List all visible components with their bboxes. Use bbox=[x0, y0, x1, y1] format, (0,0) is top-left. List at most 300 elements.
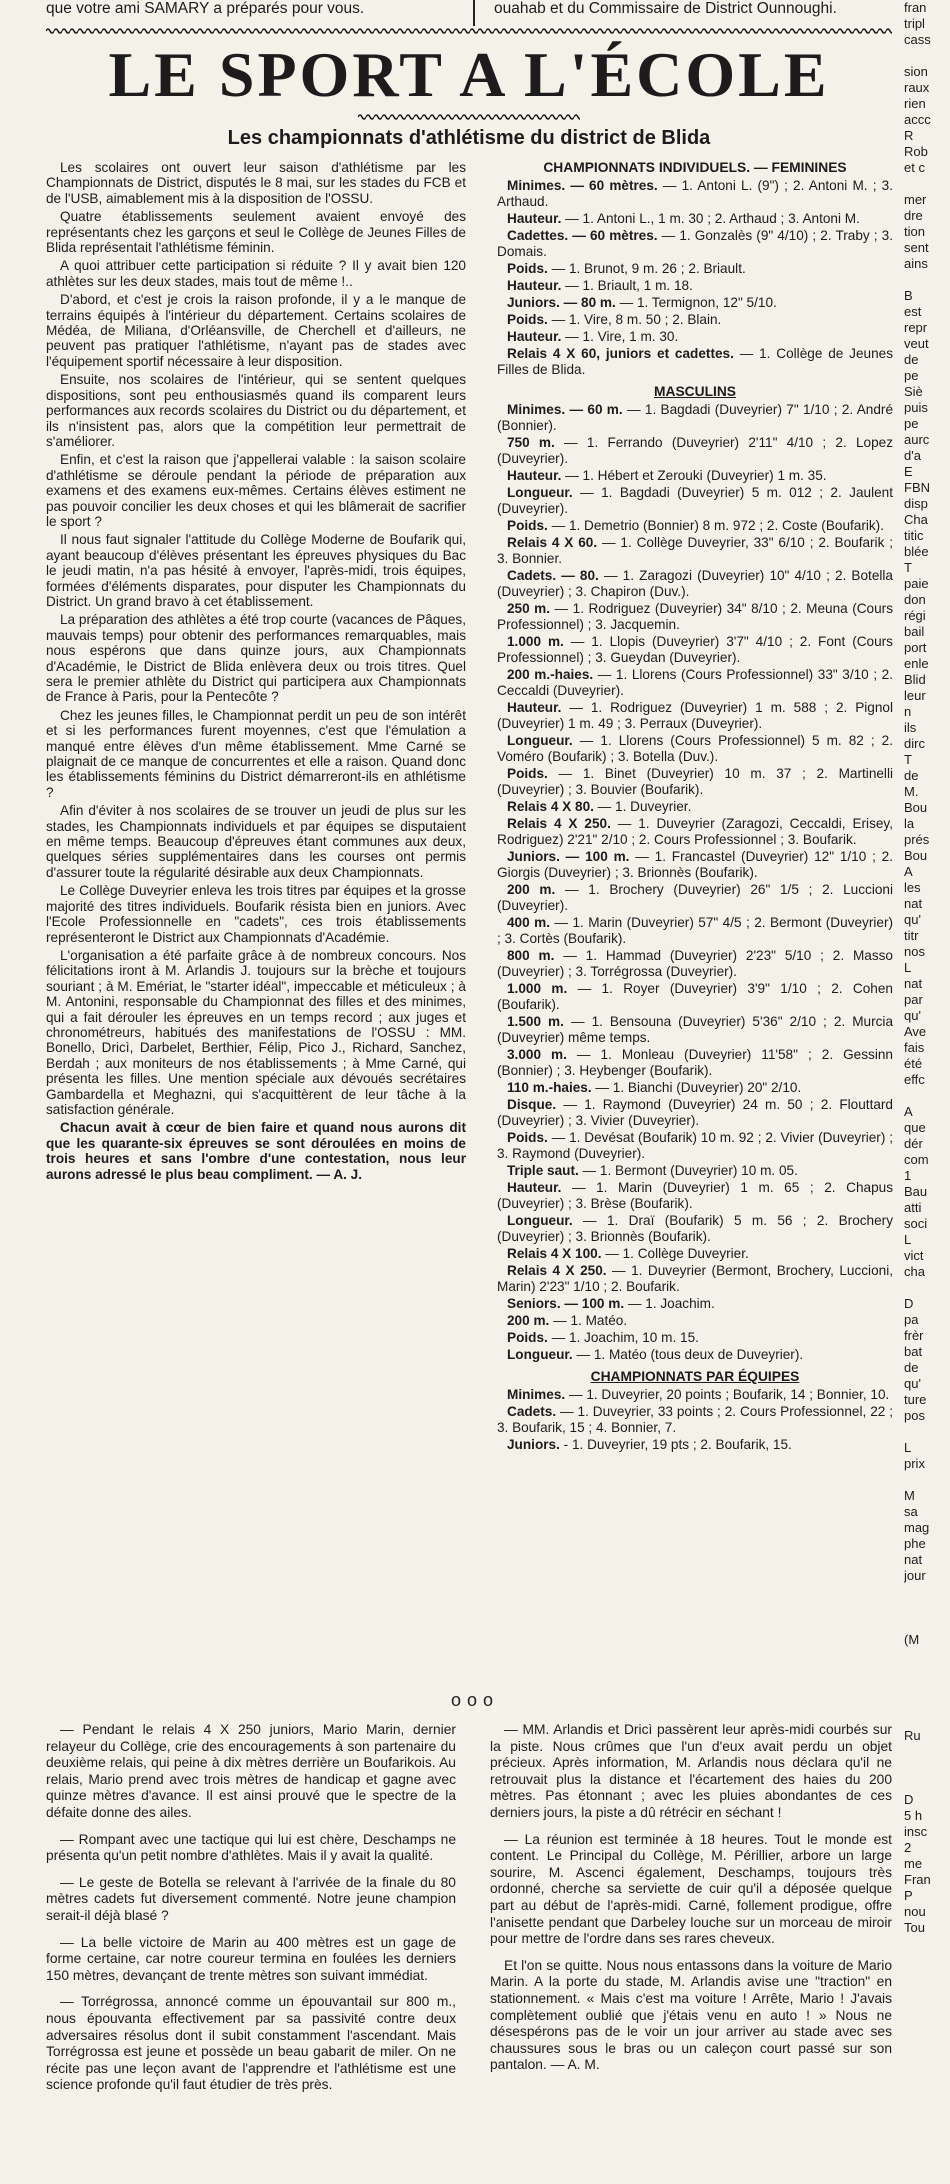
event-result: — 1. Matéo (tous deux de Duveyrier). bbox=[572, 1347, 804, 1362]
result-line bbox=[497, 278, 893, 294]
margin-fragment bbox=[904, 1616, 950, 1632]
margin-fragment: repr bbox=[904, 320, 928, 335]
event-result: — 1. Bensouna (Duveyrier) 5'36" 2/10 ; 2. Murcia (Duveyrier) même temps. bbox=[497, 1014, 893, 1045]
event-name: Longueur. bbox=[507, 485, 573, 500]
margin-fragment: jour bbox=[904, 1568, 926, 1583]
event-name: Poids. bbox=[507, 261, 548, 276]
margin-fragment: B bbox=[904, 288, 913, 303]
subheadline: Les championnats d'athlétisme du district de Blida bbox=[227, 127, 711, 149]
margin-fragment: phe bbox=[904, 1536, 926, 1551]
event-result: — 1. Vire, 1 m. 30. bbox=[561, 329, 679, 344]
margin-fragment: 2 bbox=[904, 1840, 912, 1855]
article-paragraph: Enfin, et c'est la raison que j'appellerai valable : la saison scolaire d'athlétisme se déroule pendant la période de préparation aux examens et des examens eux-mêmes. Certains élèves estiment ne pas pouvoir concilier les deux choses et qui les blâmerait de sacrifier le sport ? bbox=[46, 452, 466, 529]
margin-fragment: atti bbox=[904, 1200, 922, 1215]
results-column bbox=[497, 160, 893, 1454]
margin-fragment: d'a bbox=[904, 448, 921, 463]
result-line bbox=[497, 485, 893, 517]
event-name: Poids. bbox=[507, 1130, 548, 1145]
event-name: 400 m. bbox=[507, 915, 550, 930]
event-result: — 1. Antoni L. (9") ; 2. Antoni M. ; 3. Arthaud. bbox=[497, 178, 893, 209]
event-name: Relais 4 X 60. bbox=[507, 535, 598, 550]
result-line bbox=[497, 568, 893, 600]
result-line bbox=[497, 1296, 893, 1312]
margin-fragment bbox=[904, 1600, 950, 1616]
margin-fragment: de bbox=[904, 1360, 919, 1375]
result-line bbox=[497, 1387, 893, 1403]
margin-fragment: Bou bbox=[904, 800, 928, 815]
result-line bbox=[497, 468, 893, 484]
result-line bbox=[497, 667, 893, 699]
event-result: — 1. Royer (Duveyrier) 3'9" 1/10 ; 2. Cohen (Boufarik). bbox=[497, 981, 893, 1012]
result-line bbox=[497, 1404, 893, 1436]
event-name: 110 m.-haies. bbox=[507, 1080, 592, 1095]
event-name: Hauteur. bbox=[507, 211, 562, 226]
margin-fragment: qu' bbox=[904, 912, 921, 927]
margin-fragment: Rob bbox=[904, 144, 928, 159]
event-name: Poids. bbox=[507, 312, 548, 327]
result-line bbox=[497, 1014, 893, 1046]
column-divider bbox=[473, 0, 475, 26]
event-name: 200 m.-haies. bbox=[507, 667, 594, 682]
result-line bbox=[497, 228, 893, 260]
margin-fragment: pe bbox=[904, 368, 919, 383]
margin-fragment: prix bbox=[904, 1456, 925, 1471]
event-name: Juniors. — 80 m. bbox=[507, 295, 616, 310]
event-name: Cadettes. — 60 mètres. bbox=[507, 228, 658, 243]
margin-fragment: dér bbox=[904, 1136, 923, 1151]
event-name: 200 m. bbox=[507, 882, 556, 897]
margin-fragment: nat bbox=[904, 1552, 923, 1567]
margin-fragment: de bbox=[904, 352, 919, 367]
margin-fragment: par bbox=[904, 992, 923, 1007]
article-paragraph: Le Collège Duveyrier enleva les trois titres par équipes et la grosse majorité des titres individuels. Boufarik résista bien en juniors. Avec l'Ecole Professionnelle en "cadets", ces trois établissements représenteront le District aux Championnats d'Académie. bbox=[46, 883, 466, 945]
event-result: — 1. Matéo. bbox=[549, 1313, 628, 1328]
margin-fragment: les bbox=[904, 880, 921, 895]
margin-fragment bbox=[904, 1648, 950, 1664]
result-line bbox=[497, 1180, 893, 1212]
article-paragraph: Il nous faut signaler l'attitude du Collège Moderne de Boufarik qui, ayant beaucoup d'élèves présentant les épreuves physiques du Bac le jeudi matin, n'a pas hésité à envoyer, l'après-midi, trois équipes, formées d'éléments disparates, pour disputer les Championnats du District. Un grand bravo à cet établissement. bbox=[46, 532, 466, 609]
result-line bbox=[497, 1246, 893, 1262]
event-name: Poids. bbox=[507, 1330, 548, 1345]
anecdote-paragraph: — Le geste de Botella se relevant à l'arrivée de la finale du 80 mètres cadets fut diversement commenté. Notre jeune champion serait-il déjà blasé ? bbox=[46, 1874, 456, 1923]
margin-fragment bbox=[904, 1712, 950, 1728]
result-line bbox=[497, 1047, 893, 1079]
event-name: Seniors. — 100 m. bbox=[507, 1296, 625, 1311]
event-name: 250 m. bbox=[507, 601, 551, 616]
margin-fragment: bail bbox=[904, 624, 925, 639]
result-line bbox=[497, 700, 893, 732]
event-result: — 1. Antoni L., 1 m. 30 ; 2. Arthaud ; 3. Antoni M. bbox=[561, 211, 860, 226]
result-line bbox=[497, 1347, 893, 1363]
margin-fragment bbox=[904, 48, 950, 64]
anecdotes-left bbox=[46, 1722, 456, 2104]
margin-fragment bbox=[904, 1088, 950, 1104]
event-name: Hauteur. bbox=[507, 1180, 562, 1195]
article-paragraph: Quatre établissements seulement avaient envoyé des représentants chez les garçons et seul le Collège de Jeunes Filles de Blida représentait l'athlétisme féminin. bbox=[46, 209, 466, 256]
event-name: Minimes. — 60 m. bbox=[507, 402, 623, 417]
result-line bbox=[497, 948, 893, 980]
top-right-column bbox=[494, 0, 894, 18]
event-result: — 1. Duveyrier, 20 points ; Boufarik, 14 ; Bonnier, 10. bbox=[565, 1387, 890, 1402]
margin-fragment: paie bbox=[904, 576, 929, 591]
wavy-rule bbox=[46, 26, 892, 36]
result-line bbox=[497, 634, 893, 666]
masculins-results bbox=[497, 402, 893, 1363]
margin-fragment: est bbox=[904, 304, 922, 319]
margin-fragment: mag bbox=[904, 1520, 930, 1535]
result-line bbox=[497, 402, 893, 434]
margin-fragment bbox=[904, 1472, 950, 1488]
article-paragraph: A quoi attribuer cette participation si réduite ? Il y avait bien 120 athlètes sur les deux stades, mais tout de même !.. bbox=[46, 258, 466, 289]
margin-fragment: A bbox=[904, 1104, 913, 1119]
event-result: — 1. Duveyrier (Bermont, Brochery, Luccioni, Marin) 2'23" 1/10 ; 2. Boufarik. bbox=[497, 1263, 893, 1294]
event-name: 1.000 m. bbox=[507, 634, 564, 649]
margin-fragment: rien bbox=[904, 96, 926, 111]
masculins-heading: MASCULINS bbox=[653, 384, 736, 399]
margin-fragment bbox=[904, 1584, 950, 1600]
event-result: — 1. Francastel (Duveyrier) 12" 1/10 ; 2. Giorgis (Duveyrier) ; 3. Brionnès (Boufarik). bbox=[497, 849, 894, 880]
result-line bbox=[497, 295, 893, 311]
top-left-text: que votre ami SAMARY a préparés pour vous. bbox=[46, 0, 365, 17]
margin-fragment: port bbox=[904, 640, 927, 655]
margin-fragment: bat bbox=[904, 1344, 923, 1359]
margin-fragment: Blid bbox=[904, 672, 926, 687]
article-paragraph: Chacun avait à cœur de bien faire et quand nous aurons dit que les quarante-six épreuves se sont déroulées en moins de trois heures et sans l'ombre d'une contestation, nous leur aurons adressé le plus beau compliment. — A. J. bbox=[46, 1120, 466, 1182]
event-result: — 1. Raymond (Duveyrier) 24 m. 50 ; 2. Flouttard (Duveyrier) ; 3. Vivier (Duveyrier). bbox=[497, 1097, 893, 1128]
margin-fragment: que bbox=[904, 1120, 926, 1135]
result-line bbox=[497, 816, 893, 848]
event-name: Poids. bbox=[507, 518, 548, 533]
margin-fragment: accc bbox=[904, 112, 931, 127]
margin-fragment: Siè bbox=[904, 384, 923, 399]
margin-fragment: soci bbox=[904, 1216, 928, 1231]
result-line bbox=[497, 312, 893, 328]
margin-fragment: fran bbox=[904, 0, 927, 15]
event-result: — 1. Bermont (Duveyrier) 10 m. 05. bbox=[578, 1163, 798, 1178]
result-line bbox=[497, 1263, 893, 1295]
event-result: — 1. Hébert et Zerouki (Duveyrier) 1 m. 35. bbox=[561, 468, 827, 483]
event-name: Minimes. — 60 mètres. bbox=[507, 178, 658, 193]
margin-fragment: pos bbox=[904, 1408, 925, 1423]
event-name: Relais 4 X 100. bbox=[507, 1246, 602, 1261]
event-result: — 1. Llorens (Cours Professionnel) 5 m. 82 ; 2. Voméro (Boufarik) ; 3. Botella (Duv.). bbox=[497, 733, 893, 764]
margin-fragment: pa bbox=[904, 1312, 919, 1327]
event-name: Relais 4 X 250. bbox=[507, 1263, 607, 1278]
event-result: — 1. Llorens (Cours Professionnel) 33" 3/10 ; 2. Ceccaldi (Duveyrier). bbox=[497, 667, 893, 698]
margin-fragment: Ave bbox=[904, 1024, 927, 1039]
equipes-results bbox=[497, 1387, 893, 1453]
margin-fragment bbox=[904, 1680, 950, 1696]
event-name: 1.500 m. bbox=[507, 1014, 564, 1029]
event-result: — 1. Joachim. bbox=[624, 1296, 715, 1311]
result-line bbox=[497, 1213, 893, 1245]
margin-fragment: nat bbox=[904, 896, 923, 911]
result-line bbox=[497, 1097, 893, 1129]
event-result: — 1. Vire, 8 m. 50 ; 2. Blain. bbox=[547, 312, 722, 327]
margin-fragment bbox=[904, 1664, 950, 1680]
margin-fragment: régi bbox=[904, 608, 926, 623]
event-name: Juniors. — 100 m. bbox=[507, 849, 630, 864]
event-result: — 1. Brunot, 9 m. 26 ; 2. Briault. bbox=[547, 261, 746, 276]
margin-fragment: Cha bbox=[904, 512, 928, 527]
event-result: — 1. Rodriguez (Duveyrier) 1 m. 588 ; 2. Pignol (Duveyrier) 1 m. 49 ; 3. Perraux (Duveyrier). bbox=[497, 700, 893, 731]
margin-fragment bbox=[904, 1776, 950, 1792]
margin-fragment: la bbox=[904, 816, 915, 831]
result-line bbox=[497, 1163, 893, 1179]
margin-fragment: titr bbox=[904, 928, 919, 943]
equipes-heading: CHAMPIONNATS PAR ÉQUIPES bbox=[590, 1369, 800, 1384]
margin-fragment: insc bbox=[904, 1824, 928, 1839]
result-line bbox=[497, 535, 893, 567]
margin-fragment: D bbox=[904, 1792, 914, 1807]
anecdote-paragraph: — Torrégrossa, annoncé comme un épouvantail sur 800 m., nous épouvanta effectivement par sa passivité contre deux adversaires résolus dont il subit constamment l'ascendant. Mais Torrégrossa est jeune et possède un beau gabarit de miler. On ne récite pas une leçon avant de l'apprendre et l'athlétisme est une science profonde qu'il faut étudier de très près. bbox=[46, 1994, 456, 2093]
margin-fragment: leur bbox=[904, 688, 926, 703]
event-name: Disque. bbox=[507, 1097, 557, 1112]
event-result: — 1. Briault, 1 m. 18. bbox=[561, 278, 693, 293]
event-result: — 1. Duveyrier (Zaragozi, Ceccaldi, Erisey, Rodriguez) 2'21" 2/10 ; 2. Cours Professionnel ; 3. Boufarik. bbox=[497, 816, 893, 847]
margin-fragment: Bou bbox=[904, 848, 928, 863]
margin-fragment: M. bbox=[904, 784, 919, 799]
margin-fragment: fais bbox=[904, 1040, 925, 1055]
result-line bbox=[497, 1437, 893, 1453]
margin-fragment: Tou bbox=[904, 1920, 925, 1935]
result-line bbox=[497, 766, 893, 798]
result-line bbox=[497, 882, 893, 914]
section-separator: ooo bbox=[450, 1690, 500, 1710]
anecdotes-right bbox=[490, 1722, 892, 2084]
margin-fragment: FBN bbox=[904, 480, 930, 495]
result-line bbox=[497, 733, 893, 765]
margin-fragment: effc bbox=[904, 1072, 925, 1087]
margin-fragment: vict bbox=[904, 1248, 924, 1263]
event-result: — 1. Rodriguez (Duveyrier) 34" 8/10 ; 2. Meuna (Cours Professionnel) ; 3. Jacquemin. bbox=[497, 601, 893, 632]
margin-fragment: Ru bbox=[904, 1728, 921, 1743]
event-result: — 1. Binet (Duveyrier) 10 m. 37 ; 2. Martinelli (Duveyrier) ; 3. Bouvier (Boufarik). bbox=[497, 766, 893, 797]
event-result: — 1. Joachim, 10 m. 15. bbox=[547, 1330, 699, 1345]
event-name: 1.000 m. bbox=[507, 981, 568, 996]
margin-fragment: et c bbox=[904, 160, 925, 175]
event-name: Relais 4 X 80. bbox=[507, 799, 594, 814]
margin-fragment: nos bbox=[904, 944, 925, 959]
result-line bbox=[497, 601, 893, 633]
event-result: — 1. Ferrando (Duveyrier) 2'11" 4/10 ; 2. Lopez (Duveyrier). bbox=[497, 435, 894, 466]
result-line bbox=[497, 1080, 893, 1096]
event-result: — 1. Gonzalès (9" 4/10) ; 2. Traby ; 3. Domais. bbox=[497, 228, 893, 259]
margin-fragment: ils bbox=[904, 720, 917, 735]
anecdote-paragraph: Et l'on se quitte. Nous nous entassons dans la voiture de Mario Marin. A la porte du stade, M. Arlandis avise une "traction" en stationnement. « Mais c'est ma voiture ! Arrête, Mario ! J'avais complètement oublié que j'étais venu en auto ! » Nous ne désespérons pas de le voir un jour arriver au stade avec ses chaussures sous le bras ou un caleçon court passé sur son pantalon. — A. M. bbox=[490, 1957, 892, 2073]
margin-fragment: L bbox=[904, 1440, 912, 1455]
event-name: Triple saut. bbox=[507, 1163, 579, 1178]
event-result: — 1. Monleau (Duveyrier) 11'58" ; 2. Gessinn (Bonnier) ; 3. Heybenger (Boufarik). bbox=[497, 1047, 893, 1078]
anecdote-paragraph: — La réunion est terminée à 18 heures. Tout le monde est content. Le Principal du Collège, M. Périllier, arbore un large sourire, M. Ascenci également, Deschamps, toujours très ordonné, cherche sa serviette de cuir qu'il a déposée quelque part au début de l'après-midi. Carné, follement prodigue, offre l'anisette pendant que Darbeley louche sur un morceau de miroir pour mettre de l'ordre dans ses rares cheveux. bbox=[490, 1831, 892, 1947]
margin-fragment: de bbox=[904, 768, 919, 783]
top-left-column bbox=[46, 0, 451, 18]
margin-fragment: puis bbox=[904, 400, 928, 415]
event-name: 3.000 m. bbox=[507, 1047, 567, 1062]
result-line bbox=[497, 849, 893, 881]
event-name: Relais 4 X 250. bbox=[507, 816, 611, 831]
result-line bbox=[497, 1330, 893, 1346]
event-result: — 1. Collège Duveyrier. bbox=[601, 1246, 749, 1261]
event-result: — 1. Draï (Boufarik) 5 m. 56 ; 2. Brochery (Duveyrier) ; 3. Brionnès (Boufarik). bbox=[497, 1213, 893, 1244]
margin-fragment bbox=[904, 272, 950, 288]
anecdote-paragraph: — La belle victoire de Marin au 400 mètres est un gage de forme certaine, car notre coureur termina en foulées les derniers 150 mètres, devançant de trente mètres son suivant immédiat. bbox=[46, 1934, 456, 1983]
anecdote-paragraph: — MM. Arlandis et Dricì passèrent leur après-midi courbés sur la piste. Nous crûmes que l'un d'eux avait perdu un objet précieux. Après information, M. Arlandis nous déclara qu'il ne retrouvait plus la distance et l'écartement des haies du 200 mètres. Pas étonnant ; avec les pluies abondantes de ces derniers jours, la piste a dû rétrécir en séchant ! bbox=[490, 1722, 892, 1820]
margin-fragment bbox=[904, 1280, 950, 1296]
margin-fragment: pe bbox=[904, 416, 919, 431]
result-line bbox=[497, 1130, 893, 1162]
margin-fragment: me bbox=[904, 1856, 923, 1871]
margin-fragment: E bbox=[904, 464, 913, 479]
margin-fragment: 1 bbox=[904, 1168, 912, 1183]
event-name: Poids. bbox=[507, 766, 548, 781]
margin-fragment: mer bbox=[904, 192, 927, 207]
margin-fragment: enle bbox=[904, 656, 929, 671]
article-paragraph: Chez les jeunes filles, le Championnat perdit un peu de son intérêt et si les performances furent moyennes, c'est que l'émulation a manqué entre élèves d'un même établissement. Mme Carné se plaignait de ce manque de concurrentes et elle a raison. Quand donc les établissements féminins du District démarreront-ils en athlétisme ? bbox=[46, 707, 466, 800]
event-result: — 1. Zaragozi (Duveyrier) 10" 4/10 ; 2. Botella (Duveyrier) ; 3. Chapiron (Duv.). bbox=[497, 568, 893, 599]
article-paragraph: L'organisation a été parfaite grâce à de nombreux concours. Nos félicitations iront à M. Arlandis J. toujours sur la brèche et toujours souriant ; à M. Emériat, le "starter idéal", impeccable et méticuleux ; à M. Antonini, responsable du Championnat des filles et des minimes, qui a fait dérouler les épreuves en un temps record ; aux juges et chronométreurs, habitués des manifestations de l'OSSU : MM. Bonello, Dricì, Darbelet, Berthier, Félip, Pico J., Richard, Sanchez, Berdah ; aux moniteurs de nos établissements ; à Mme Carné, qui présenta les filles. Une mention spéciale aux dévoués secrétaires Gambardella et Meghazni, qui s'acquittèrent de leur tâche à la satisfaction générale. bbox=[46, 947, 466, 1117]
event-name: Longueur. bbox=[507, 733, 573, 748]
margin-fragment: sa bbox=[904, 1504, 918, 1519]
event-name: Cadets. bbox=[507, 1404, 557, 1419]
margin-fragment: R bbox=[904, 128, 914, 143]
margin-fragment: Bau bbox=[904, 1184, 928, 1199]
margin-fragment bbox=[904, 1760, 950, 1776]
event-name: Minimes. bbox=[507, 1387, 566, 1402]
result-line bbox=[497, 178, 893, 210]
margin-fragment: cass bbox=[904, 32, 931, 47]
margin-fragment: A bbox=[904, 864, 913, 879]
margin-fragment: tripl bbox=[904, 16, 925, 31]
margin-fragment: raux bbox=[904, 80, 930, 95]
event-result: — 1. Llopis (Duveyrier) 3'7" 4/10 ; 2. Font (Cours Professionnel) ; 3. Gueydan (Duveyrier). bbox=[497, 634, 893, 665]
margin-fragment: nat bbox=[904, 976, 923, 991]
margin-fragment: L bbox=[904, 960, 912, 975]
article-paragraph: Les scolaires ont ouvert leur saison d'athlétisme par les Championnats de District, disputés le 8 mai, sur les stades du FCB et de l'USB, aimablement mis à la disposition de l'OSSU. bbox=[46, 160, 466, 206]
event-result: — 1. Marin (Duveyrier) 1 m. 65 ; 2. Chapus (Duveyrier) ; 3. Brèse (Boufarik). bbox=[497, 1180, 893, 1211]
margin-fragment: sent bbox=[904, 240, 929, 255]
margin-fragment: P bbox=[904, 1888, 913, 1903]
margin-fragment bbox=[904, 176, 950, 192]
margin-fragment: ains bbox=[904, 256, 928, 271]
margin-fragment: (M bbox=[904, 1632, 920, 1647]
margin-fragment: don bbox=[904, 592, 926, 607]
result-line bbox=[497, 981, 893, 1013]
margin-fragment: prés bbox=[904, 832, 930, 847]
event-name: Cadets. — 80. bbox=[507, 568, 599, 583]
result-line bbox=[497, 261, 893, 277]
event-name: 750 m. bbox=[507, 435, 555, 450]
margin-fragment: 5 h bbox=[904, 1808, 923, 1823]
margin-fragment: T bbox=[904, 752, 912, 767]
event-result: — 1. Bagdadi (Duveyrier) 7" 1/10 ; 2. André (Bonnier). bbox=[497, 402, 894, 433]
event-result: — 1. Duveyrier. bbox=[593, 799, 692, 814]
margin-fragment: disp bbox=[904, 496, 928, 511]
margin-fragment bbox=[904, 1696, 950, 1712]
margin-fragment: L bbox=[904, 1232, 912, 1247]
event-result: - 1. Duveyrier, 19 pts ; 2. Boufarik, 15. bbox=[559, 1437, 792, 1452]
margin-fragment bbox=[904, 1744, 950, 1760]
event-name: Hauteur. bbox=[507, 329, 562, 344]
event-result: — 1. Hammad (Duveyrier) 2'23" 5/10 ; 2. Masso (Duveyrier) ; 3. Torrégrossa (Duveyrier). bbox=[497, 948, 893, 979]
event-result: — 1. Termignon, 12" 5/10. bbox=[615, 295, 777, 310]
margin-fragment: nou bbox=[904, 1904, 926, 1919]
article-paragraph: D'abord, et c'est je crois la raison profonde, il y a le manque de terrains équipés à l'intérieur du département. Certains scolaires de Médéa, de Miliana, d'Orléansville, de Cherchell et d'ailleurs, ne peuvent pas pratiquer l'athlétisme, n'ayant pas de stades avec l'équipement sportif nécessaire à leur disposition. bbox=[46, 292, 466, 369]
margin-fragment: n bbox=[904, 704, 912, 719]
event-result: — 1. Bagdadi (Duveyrier) 5 m. 012 ; 2. Jaulent (Duveyrier). bbox=[497, 485, 893, 516]
result-line bbox=[497, 435, 893, 467]
margin-fragment: veut bbox=[904, 336, 929, 351]
margin-fragment: sion bbox=[904, 64, 928, 79]
result-line bbox=[497, 211, 893, 227]
margin-fragment: dre bbox=[904, 208, 923, 223]
feminines-heading: CHAMPIONNATS INDIVIDUELS. — FEMININES bbox=[543, 160, 847, 175]
event-result: — 1. Brochery (Duveyrier) 26" 1/5 ; 2. Luccioni (Duveyrier). bbox=[497, 882, 893, 913]
margin-fragment bbox=[904, 1424, 950, 1440]
event-name: 200 m. bbox=[507, 1313, 550, 1328]
margin-fragment: M bbox=[904, 1488, 915, 1503]
event-name: 800 m. bbox=[507, 948, 555, 963]
event-result: — 1. Duveyrier, 33 points ; 2. Cours Professionnel, 22 ; 3. Boufarik, 15 ; 4. Bonnier, 7. bbox=[497, 1404, 893, 1435]
margin-fragment: cha bbox=[904, 1264, 925, 1279]
headline: LE SPORT A L'ÉCOLE bbox=[108, 40, 830, 110]
feminines-results bbox=[497, 178, 893, 378]
article-paragraph: La préparation des athlètes a été trop courte (vacances de Pâques, mauvais temps) pour obtenir des performances remarquables, mais nous espérons que dans quinze jours, aux Championnats d'Académie, le District de Blida enlèvera deux ou trois titres. Quel sera le premier athlète du District qui participera aux Championnats de France à Paris, pour la Pentecôte ? bbox=[46, 612, 466, 705]
margin-fragment: dirc bbox=[904, 736, 925, 751]
event-name: Longueur. bbox=[507, 1347, 573, 1362]
article-paragraph: Afin d'éviter à nos scolaires de se trouver un jeudi de plus sur les stades, les Championnats individuels et par équipes se disputaient en même temps. Beaucoup d'épreuves étant communes aux deux, quelques séries supplémentaires dans les courses ont permis d'assurer toute la régularité désirable aux deux Championnats. bbox=[46, 803, 466, 880]
event-name: Longueur. bbox=[507, 1213, 573, 1228]
margin-fragment: titic bbox=[904, 528, 924, 543]
anecdote-paragraph: — Rompant avec une tactique qui lui est chère, Deschamps ne présenta qu'un petit nombre d'athlètes. Mais il y avait la qualité. bbox=[46, 1831, 456, 1864]
margin-fragment: T bbox=[904, 560, 912, 575]
result-line bbox=[497, 346, 893, 378]
event-result: — 1. Bianchi (Duveyrier) 20" 2/10. bbox=[591, 1080, 802, 1095]
margin-fragment: qu' bbox=[904, 1376, 921, 1391]
margin-fragment: blée bbox=[904, 544, 929, 559]
event-result: — 1. Demetrio (Bonnier) 8 m. 972 ; 2. Coste (Boufarik). bbox=[547, 518, 884, 533]
margin-fragment: tion bbox=[904, 224, 925, 239]
result-line bbox=[497, 799, 893, 815]
top-right-text: ouahab et du Commissaire de District Ounnoughi. bbox=[494, 0, 837, 17]
margin-fragment: Fran bbox=[904, 1872, 931, 1887]
margin-fragment: frèr bbox=[904, 1328, 924, 1343]
margin-fragment: D bbox=[904, 1296, 914, 1311]
result-line bbox=[497, 518, 893, 534]
event-name: Hauteur. bbox=[507, 700, 562, 715]
margin-fragment: com bbox=[904, 1152, 929, 1167]
event-result: — 1. Collège de Jeunes Filles de Blida. bbox=[497, 346, 893, 377]
article-paragraph: Ensuite, nos scolaires de l'intérieur, qui se sentent quelques dispositions, sont peu enthousiasmés quand ils comparent leurs performances aux records scolaires du District ou du département, et ils n'insistent pas, alors que la compétition leur permettrait de s'améliorer. bbox=[46, 372, 466, 449]
margin-fragment: aurc bbox=[904, 432, 930, 447]
wavy-rule-small bbox=[358, 112, 580, 122]
margin-fragment: qu' bbox=[904, 1008, 921, 1023]
event-name: Hauteur. bbox=[507, 468, 562, 483]
event-name: Relais 4 X 60, juniors et cadettes. bbox=[507, 346, 734, 361]
adjacent-column-clipped bbox=[904, 0, 950, 1936]
result-line bbox=[497, 1313, 893, 1329]
event-name: Juniors. bbox=[507, 1437, 560, 1452]
event-result: — 1. Devésat (Boufarik) 10 m. 92 ; 2. Vivier (Duveyrier) ; 3. Raymond (Duveyrier). bbox=[497, 1130, 893, 1161]
margin-fragment: été bbox=[904, 1056, 923, 1071]
event-result: — 1. Collège Duveyrier, 33" 6/10 ; 2. Boufarik ; 3. Bonnier. bbox=[497, 535, 893, 566]
event-result: — 1. Marin (Duveyrier) 57" 4/5 ; 2. Bermont (Duveyrier) ; 3. Cortès (Boufarik). bbox=[497, 915, 893, 946]
margin-fragment: ture bbox=[904, 1392, 927, 1407]
article-body bbox=[46, 160, 466, 1185]
result-line bbox=[497, 915, 893, 947]
anecdote-paragraph: — Pendant le relais 4 X 250 juniors, Mario Marin, dernier relayeur du Collège, crie des encouragements à son partenaire du deuxième relais, qui peine à dix mètres derrière un Boufarikois. Au relais, Mario prend avec trois mètres de handicap et gagne avec quinze mètres d'avance. Il est ainsi prouvé que le spectre de la défaite donne des ailes. bbox=[46, 1722, 456, 1820]
result-line bbox=[497, 329, 893, 345]
